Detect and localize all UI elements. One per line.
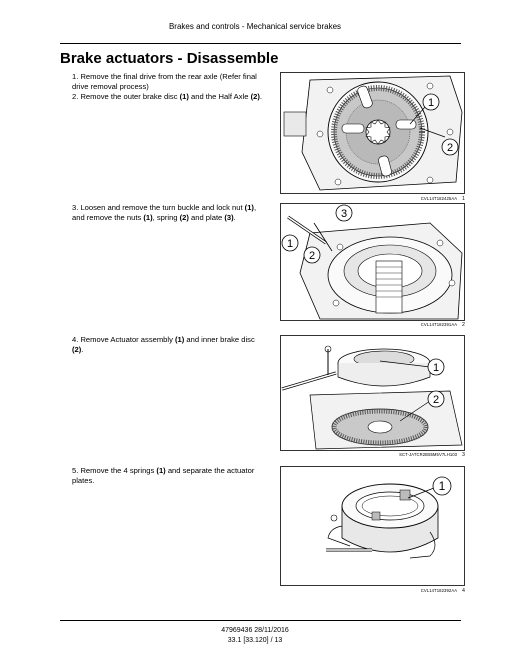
header-divider [60, 43, 461, 44]
figure-2-callout-2: 2 [308, 250, 316, 262]
figure-4-callout-1: 1 [438, 479, 446, 493]
step-4-text: 4. Remove Actuator assembly (1) and inner brake disc (2). [72, 335, 255, 354]
figure-2-callout-3: 3 [340, 208, 348, 220]
page-header: Brakes and controls - Mechanical service brakes [168, 22, 342, 31]
figure-1-callout-2: 2 [446, 142, 454, 154]
figure-2-illustration [280, 203, 465, 321]
figure-1-illustration [280, 72, 465, 194]
figure-3-caption: SCT-JATCR2B55M5V7LH103 3 [399, 452, 465, 458]
figure-3-illustration [280, 335, 465, 451]
figure-3-callout-2: 2 [432, 394, 440, 406]
figure-2 [280, 203, 465, 331]
page-title: Brake actuators - Disassemble [60, 50, 279, 67]
step-group-5 [72, 466, 268, 486]
step-1-text: 1. Remove the final drive from the rear axle (Refer final drive removal process) [72, 72, 257, 91]
figure-1 [280, 72, 465, 203]
figure-4 [280, 466, 465, 596]
step-2-text: 2. Remove the outer brake disc (1) and the Half Axle (2). [72, 92, 262, 101]
step-group-4 [72, 335, 268, 355]
footer-divider [60, 620, 461, 621]
footer-document-id: 47969436 28/11/2016 [221, 627, 289, 634]
figure-3-callout-1: 1 [432, 362, 440, 374]
figure-1-caption: CVL14T182425AA 1 [420, 196, 465, 202]
figure-3 [280, 335, 465, 460]
figure-1-callout-1: 1 [427, 97, 435, 109]
figure-2-callout-1: 1 [286, 238, 294, 250]
step-group-3 [72, 203, 268, 223]
step-group-1 [72, 72, 268, 102]
figure-2-caption: CVL14T182391AA 2 [420, 322, 465, 328]
step-3-text: 3. Loosen and remove the turn buckle and lock nut (1), and remove the nuts (1), spring (2) and plate (3). [72, 203, 257, 222]
step-5-text: 5. Remove the 4 springs (1) and separate the actuator plates. [72, 466, 255, 485]
footer-page-number: 33.1 [33.120] / 13 [227, 637, 283, 644]
figure-4-caption: CVL14T182392AA 4 [420, 588, 465, 594]
figure-4-illustration [280, 466, 465, 586]
